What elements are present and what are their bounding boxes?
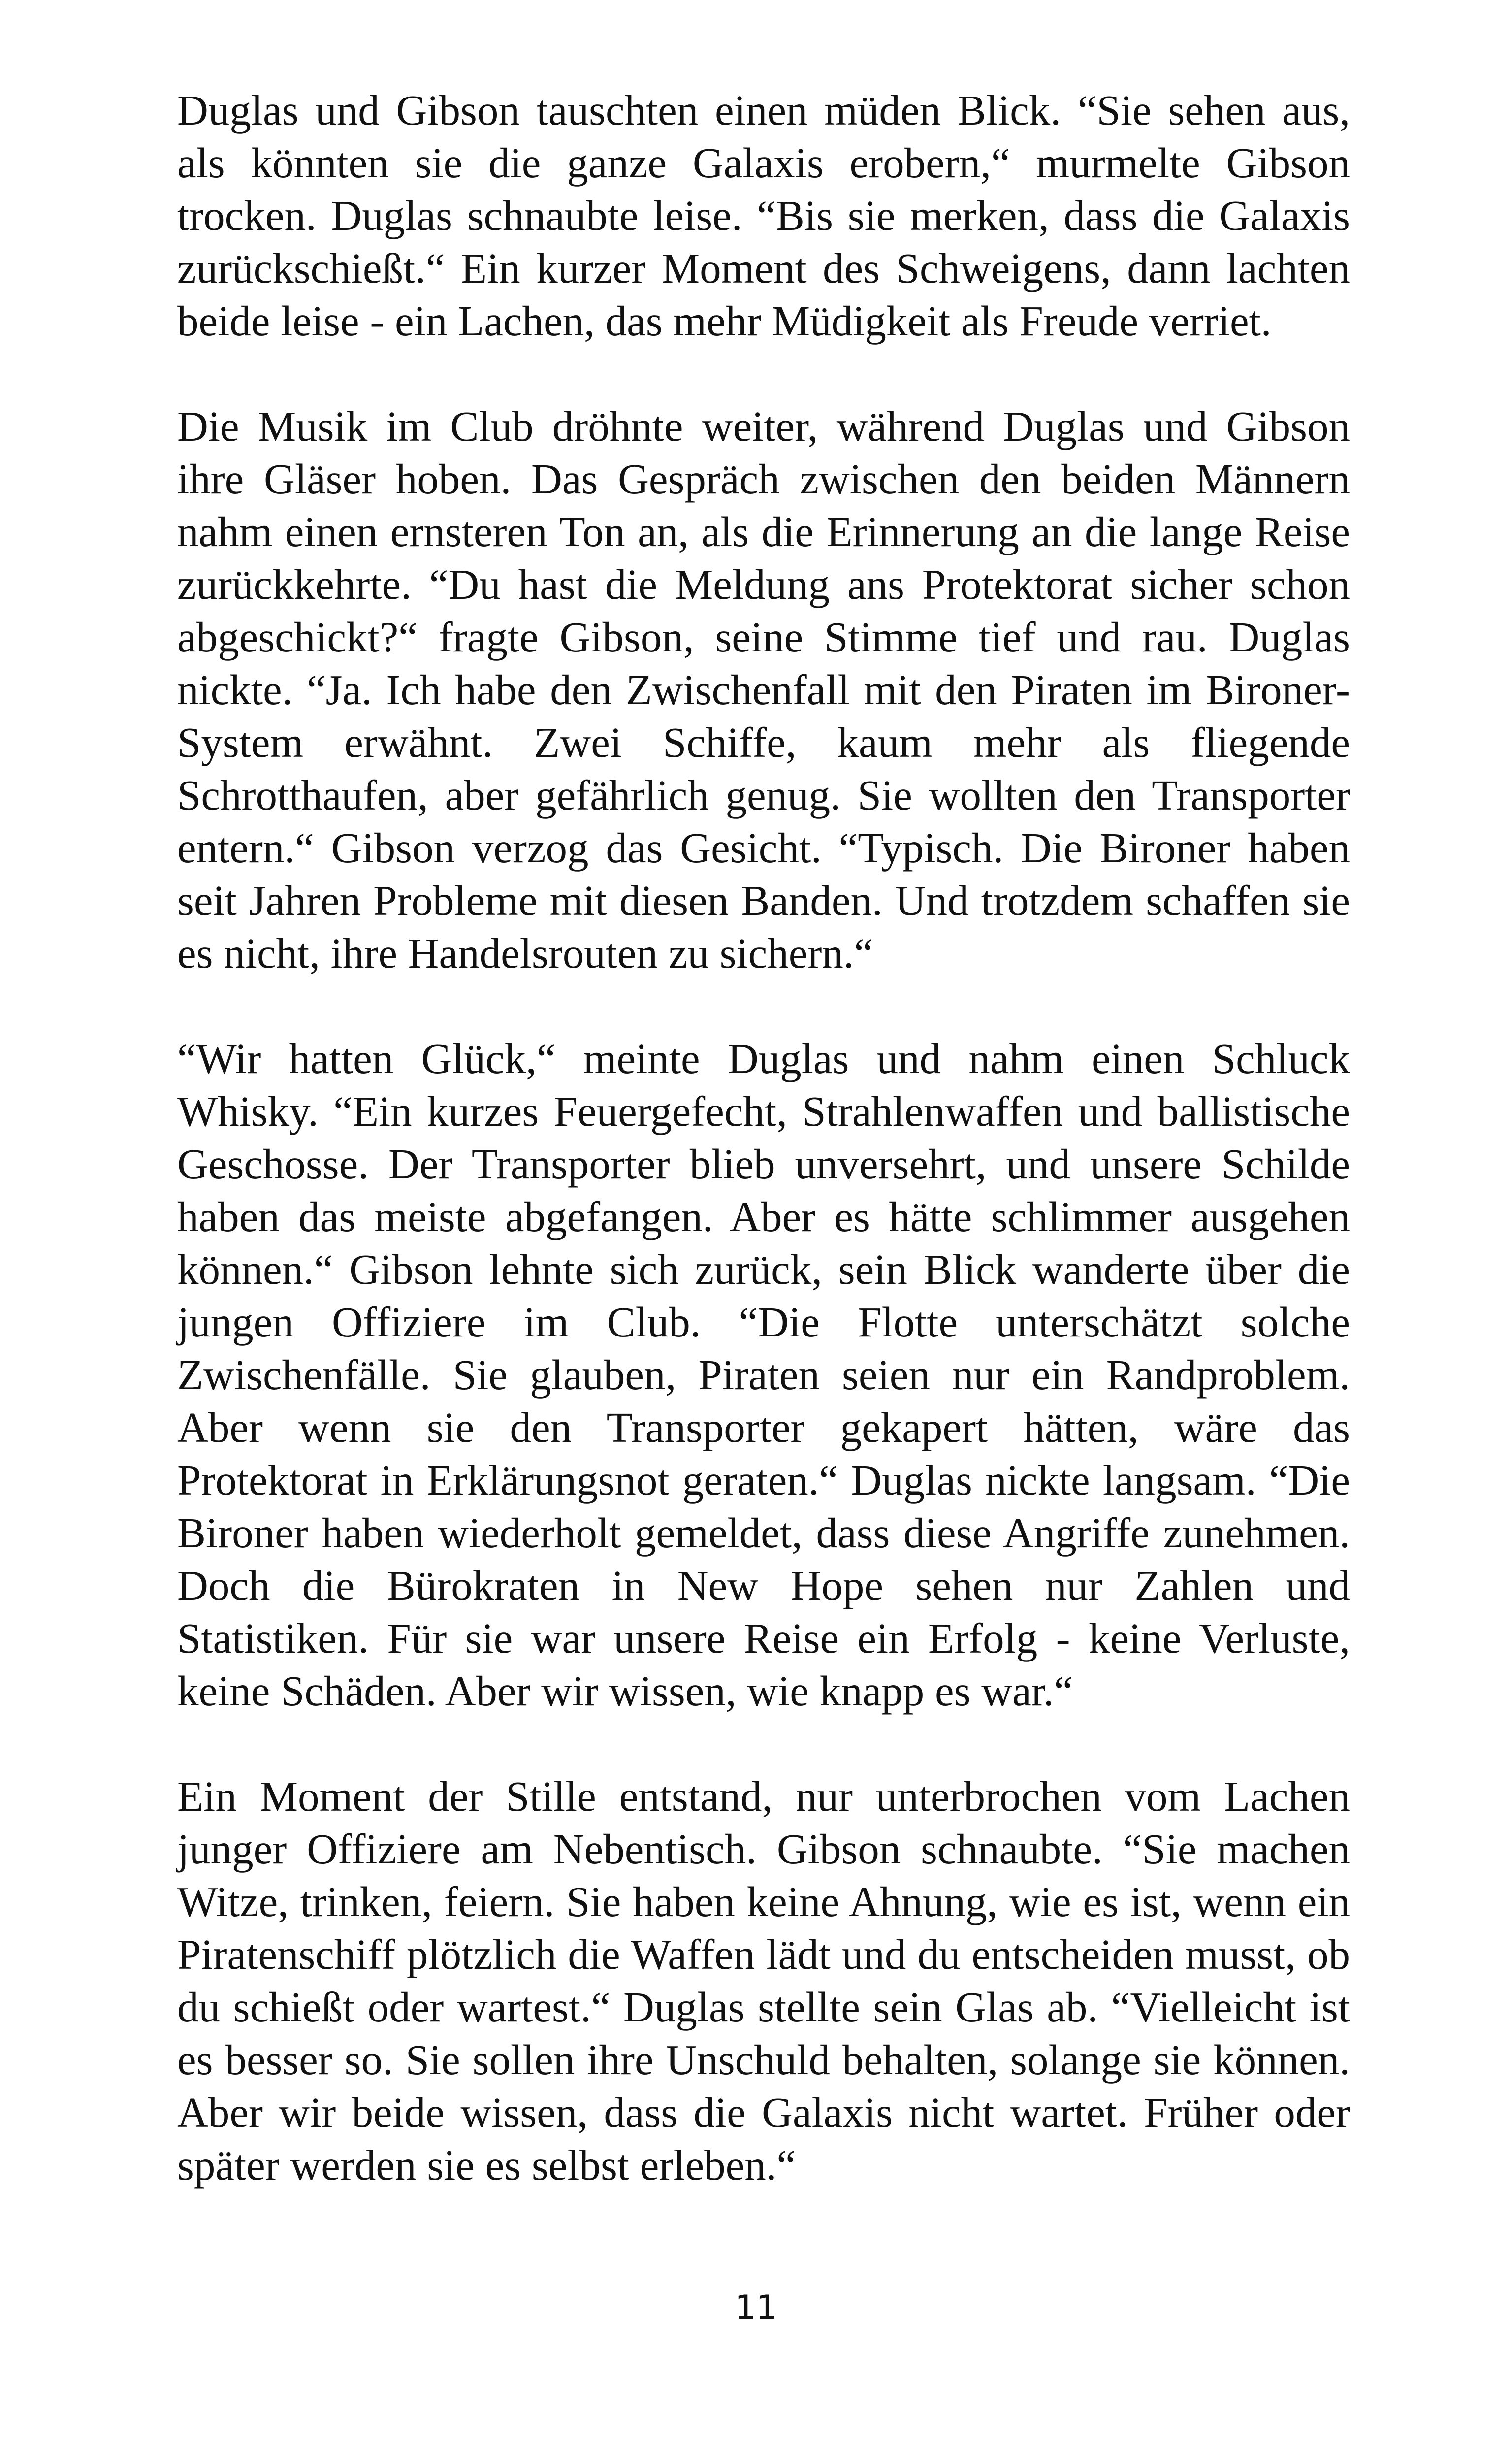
body-text [177, 84, 1350, 2191]
paragraph-1: Duglas und Gibson tauschten einen müden Blick. “Sie sehen aus, als könnten sie die ganze Galaxis erobern,“ murmelte Gibson trocken. Duglas schnaubte leise. “Bis sie merken, dass die Galaxis zurückschießt.“ Ein kurzer Moment des Schweigens, dann lachten beide leise - ein Lachen, das mehr Müdigkeit als Freude verriet. [177, 86, 1350, 345]
page-number: 11 [735, 2288, 777, 2327]
paragraph-4: Ein Moment der Stille entstand, nur unterbrochen vom Lachen junger Offiziere am Nebentisch. Gibson schnaubte. “Sie machen Witze, trinken, feiern. Sie haben keine Ahnung, wie es ist, wenn ein Piratenschiff plötzlich die Waffen lädt und du entscheiden musst, ob du schießt oder wartest.“ Duglas stellte sein Glas ab. “Vielleicht ist es besser so. Sie sollen ihre Unschuld behalten, solange sie können. Aber wir beide wissen, dass die Galaxis nicht wartet. Früher oder später werden sie es selbst erleben.“ [177, 1772, 1350, 2189]
paragraph-2: Die Musik im Club dröhnte weiter, während Duglas und Gibson ihre Gläser hoben. Das Gespräch zwischen den beiden Männern nahm einen ernsteren Ton an, als die Erinnerung an die lange Reise zurückkehrte. “Du hast die Meldung ans Protektorat sicher schon abgeschickt?“ fragte Gibson, seine Stimme tief und rau. Duglas nickte. “Ja. Ich habe den Zwischenfall mit den Piraten im Bironer-System erwähnt. Zwei Schiffe, kaum mehr als fliegende Schrotthaufen, aber gefährlich genug. Sie wollten den Transporter entern.“ Gibson verzog das Gesicht. “Typisch. Die Bironer haben seit Jahren Probleme mit diesen Banden. Und trotzdem schaffen sie es nicht, ihre Handelsrouten zu sichern.“ [177, 402, 1350, 977]
paragraph-3: “Wir hatten Glück,“ meinte Duglas und nahm einen Schluck Whisky. “Ein kurzes Feuergefecht, Strahlenwaffen und ballistische Geschosse. Der Transporter blieb unversehrt, und unsere Schilde haben das meiste abgefangen. Aber es hätte schlimmer ausgehen können.“ Gibson lehnte sich zurück, sein Blick wanderte über die jungen Offiziere im Club. “Die Flotte unterschätzt solche Zwischenfälle. Sie glauben, Piraten seien nur ein Randproblem. Aber wenn sie den Transporter gekapert hätten, wäre das Protektorat in Erklärungsnot geraten.“ Duglas nickte langsam. “Die Bironer haben wiederholt gemeldet, dass diese Angriffe zunehmen. Doch die Bürokraten in New Hope sehen nur Zahlen und Statistiken. Für sie war unsere Reise ein Erfolg - keine Verluste, keine Schäden. Aber wir wissen, wie knapp es war.“ [177, 1035, 1350, 1715]
